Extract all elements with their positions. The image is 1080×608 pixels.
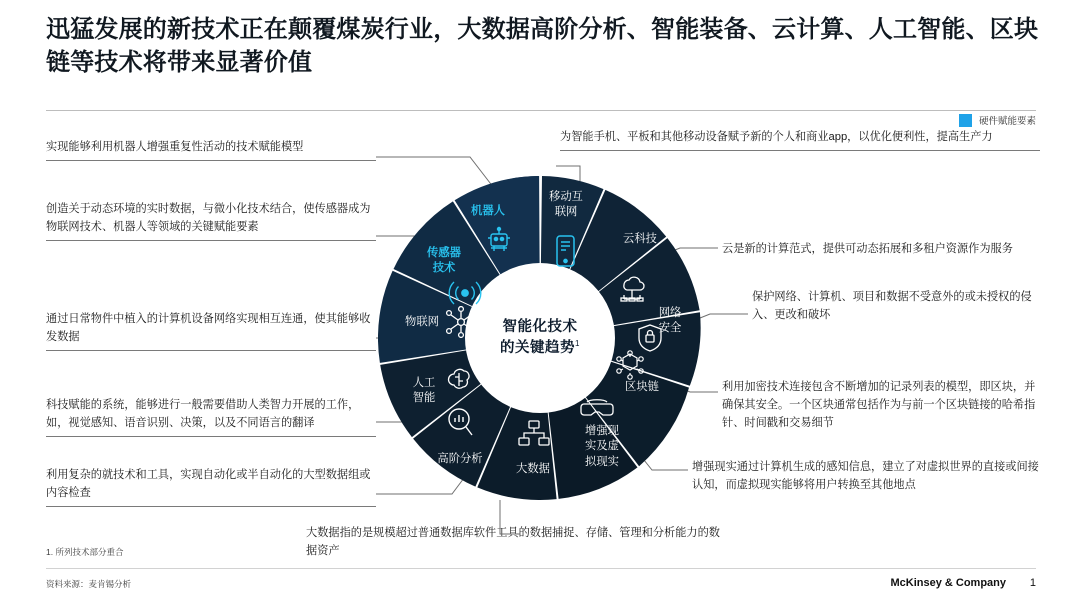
segment-label-ar-vr: 增强现 实及虚 拟现实	[585, 425, 619, 468]
callout-robot	[46, 138, 376, 161]
segment-label-sensor: 传感器 技术	[427, 247, 461, 275]
segment-label-iot: 物联网	[405, 316, 439, 328]
callout-bigdata	[306, 524, 726, 564]
page-title: 迅猛发展的新技术正在颠覆煤炭行业，大数据高阶分析、智能装备、云计算、人工智能、区块链等技术将带来显著价值	[46, 16, 1039, 76]
hub-line-2: 的关键趋势	[500, 340, 576, 356]
hub-footnote-marker: 1	[575, 339, 580, 349]
callout-ai-text: 科技赋能的系统，能够进行一般需要借助人类智力开展的工作，如，视觉感知、语音识别、决策，以及不同语言的翻译	[46, 396, 376, 437]
hub-line-1: 智能化技术	[502, 318, 578, 335]
callout-iot-text: 通过日常物件中植入的计算机设备网络实现相互连通，使其能够收发数据	[46, 310, 376, 351]
callout-iot	[46, 310, 376, 351]
segment-label-robot: 机器人	[471, 205, 505, 217]
callout-ai	[46, 396, 376, 437]
brand-mark: McKinsey & Company	[890, 577, 1006, 589]
legend	[959, 113, 1036, 127]
segment-label-cloud: 云科技	[623, 233, 657, 245]
callout-security	[752, 288, 1042, 328]
callout-blockchain	[722, 378, 1040, 436]
segment-label-analytics: 高阶分析	[437, 453, 483, 465]
segment-label-ai: 人工 智能	[412, 377, 436, 405]
footnote: 1. 所列技术部分重合	[46, 547, 124, 557]
callout-bigdata-text: 大数据指的是规模超过普通数据库软件工具的数据捕捉、存储、管理和分析能力的数据资产	[306, 527, 720, 558]
callout-security-text: 保护网络、计算机、项目和数据不受意外的或未授权的侵入、更改和破坏	[752, 291, 1032, 322]
technology-wheel	[378, 176, 702, 500]
callout-cloud	[722, 240, 1040, 262]
callout-cloud-text: 云是新的计算范式，提供可动态拓展和多租户资源作为服务	[722, 243, 1013, 255]
segment-label-blockchain: 区块链	[625, 381, 659, 393]
callout-robot-text: 实现能够利用机器人增强重复性活动的技术赋能模型	[46, 138, 376, 161]
callout-mobile	[560, 128, 1040, 151]
callout-sensor	[46, 200, 376, 241]
callout-sensor-text: 创造关于动态环境的实时数据，与微小化技术结合，使传感器成为物联网技术、机器人等领域的关键赋能要素	[46, 200, 376, 241]
segment-label-bigdata: 大数据	[516, 463, 550, 475]
footer-divider	[46, 568, 1036, 569]
page-number: 1	[1029, 577, 1036, 589]
segment-label-security: 网络 安全	[658, 307, 682, 335]
callout-arvr-text: 增强现实通过计算机生成的感知信息，建立了对虚拟世界的直接或间接认知，而虚拟现实能够将用户转换至其他地点	[692, 461, 1039, 492]
callout-ar-vr	[692, 458, 1040, 498]
segment-label-mobile: 移动互 联网	[549, 191, 583, 219]
header-divider	[46, 110, 1036, 111]
legend-swatch-icon	[959, 114, 972, 127]
callout-analytics-text: 利用复杂的就技术和工具，实现自动化或半自动化的大型数据组或内容检查	[46, 466, 376, 507]
callout-analytics	[46, 466, 376, 507]
legend-label: 硬件赋能要素	[978, 116, 1036, 127]
callout-blockchain-text: 利用加密技术连接包含不断增加的记录列表的模型，即区块，并确保其安全。一个区块通常包括作为与前一个区块链接的哈希指针、时间戳和交易细节	[722, 381, 1036, 430]
source-note: 资料来源：麦肯锡分析	[46, 579, 132, 589]
callout-mobile-text: 为智能手机、平板和其他移动设备赋予新的个人和商业app，以优化便利性，提高生产力	[560, 128, 1040, 151]
